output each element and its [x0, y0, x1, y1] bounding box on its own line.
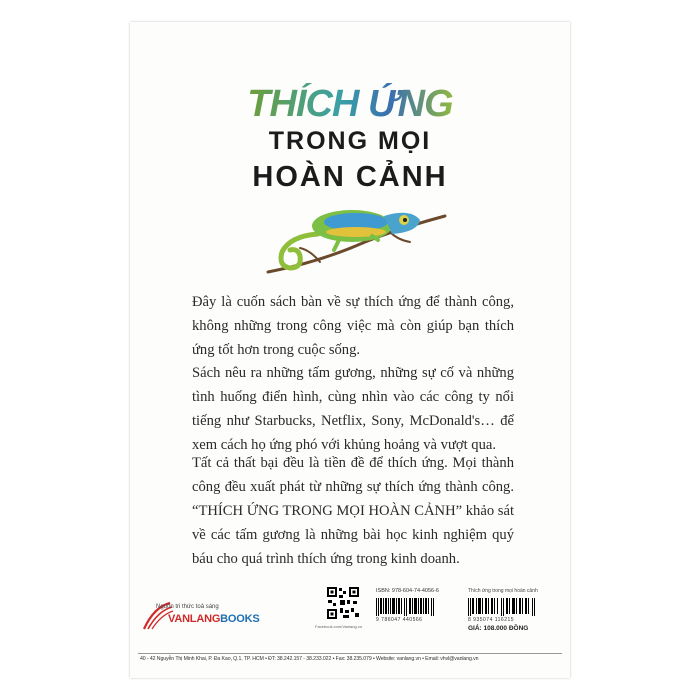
- isbn-label: ISBN: 978-604-74-4056-6: [376, 588, 439, 594]
- title-line-3: HOÀN CẢNH: [252, 161, 448, 193]
- footer-divider: [138, 653, 562, 654]
- description-paragraph-2: Sách nêu ra những tấm gương, những sự cố và những tình huống điển hình, cùng nhìn vào các công ty nổi tiếng như Starbucks, Netflix, Sony, McDonald's… để xem cách họ ứng phó với khủng hoảng và vượt qua.: [192, 364, 514, 453]
- book-back-cover: [130, 22, 570, 678]
- title-line-1: THÍCH ỨNG: [247, 83, 453, 125]
- price-label: GIÁ: 108.000 ĐỒNG: [468, 625, 529, 632]
- chameleon-illustration: [260, 190, 450, 280]
- publisher-name: VANLANGBOOKS: [168, 613, 260, 625]
- description-paragraph-3: Tất cả thất bại đều là tiền đề để thích ứng. Mọi thành công đều xuất phát từ những sự thích ứng thành công. “THÍCH ỨNG TRONG MỌI HOÀN CẢNH” khảo sát về các tấm gương là những bài học kinh nghiệm quý báu cho quá trình thích ứng trong kinh doanh.: [192, 454, 514, 567]
- description-paragraph-1: Đây là cuốn sách bàn về sự thích ứng để thành công, không những trong công việc mà còn giúp bạn thích ứng tốt hơn trong cuộc sống.: [192, 293, 514, 358]
- publisher-tagline: Nguồn tri thức toả sáng: [156, 604, 219, 610]
- publisher-address: 40 - 42 Nguyễn Thị Minh Khai, P. Đa Kao, Q.1, TP. HCM • ĐT: 38.242.157 - 38.233.022 • Fax: 38.235.079 • Website: vanlang.vn • Email: vhvl@vanlang.vn: [140, 656, 479, 662]
- qr-code-icon: [326, 586, 360, 620]
- title-line-2: TRONG MỌI: [268, 127, 432, 155]
- side-book-title: Thích ứng trong mọi hoàn cảnh: [468, 588, 538, 594]
- isbn-barcode-icon: [376, 598, 436, 616]
- price-barcode-icon: [468, 598, 538, 616]
- publisher-footer: [130, 574, 570, 674]
- qr-caption: Facebook.com/Vanlang.vn: [315, 624, 363, 629]
- price-barcode-number: 8 935074 116215: [468, 617, 515, 623]
- isbn-barcode-number: 9 786047 440566: [376, 617, 423, 623]
